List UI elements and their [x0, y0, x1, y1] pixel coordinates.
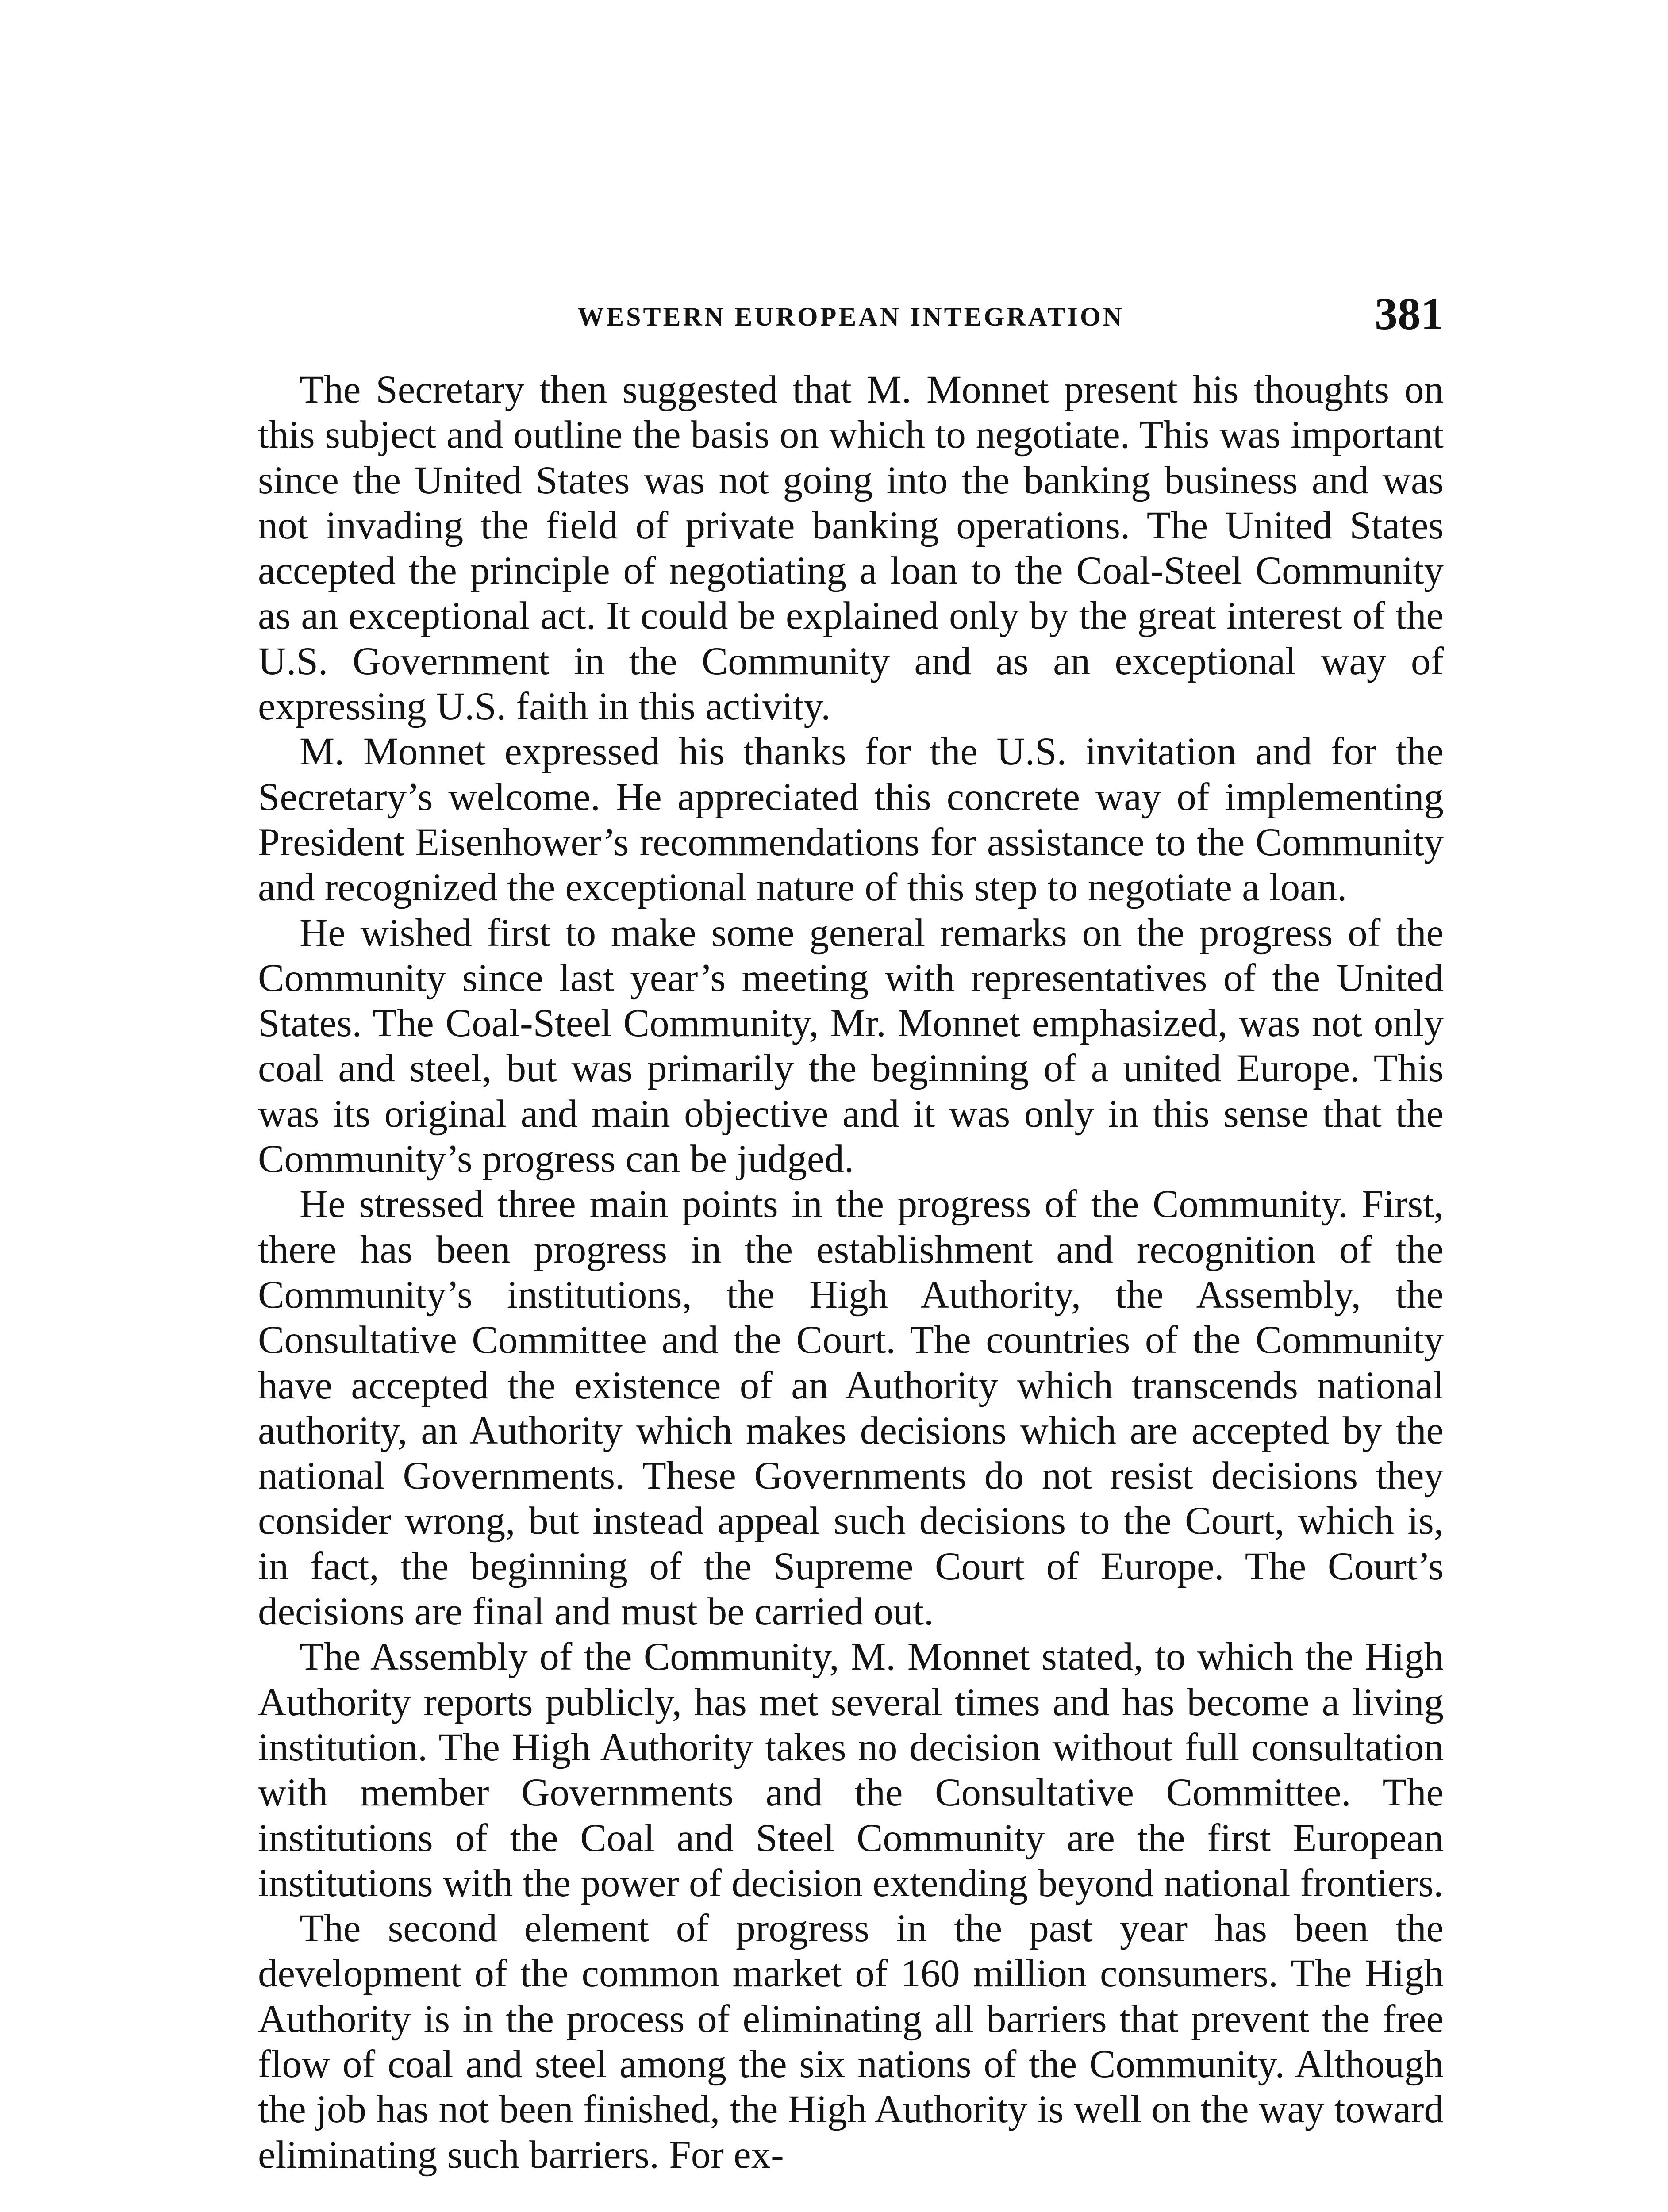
paragraph: The Assembly of the Community, M. Monnet stated, to which the High Authority reports publicly, has met several times and has become a living institution. The High Authority takes no decision without full consultation with member Governments and the Consultative Committee. The institutions of the Coal and Steel Community are the first European institutions with the power of decision extending beyond national frontiers. — [258, 1635, 1444, 1905]
paragraph: The second element of progress in the past year has been the development of the common market of 160 million consumers. The High Authority is in the process of eliminating all barriers that prevent the free flow of coal and steel among the six nations of the Community. Although the job has not been finished, the High Authority is well on the way toward eliminating such barriers. For ex- — [258, 1907, 1444, 2177]
paragraph: The Secretary then suggested that M. Monnet present his thoughts on this subject and outline the basis on which to negotiate. This was important since the United States was not going into the banking business and was not invading the field of private banking operations. The United States accepted the principle of negotiating a loan to the Coal-Steel Community as an exceptional act. It could be explained only by the great interest of the U.S. Government in the Community and as an exceptional way of expressing U.S. faith in this activity. — [258, 368, 1444, 729]
paragraph: He wished first to make some general remarks on the progress of the Community since last year’s meeting with representatives of the United States. The Coal-Steel Community, Mr. Monnet emphasized, was not only coal and steel, but was primarily the beginning of a united Europe. This was its original and main objective and it was only in this sense that the Community’s progress can be judged. — [258, 911, 1444, 1181]
running-head: WESTERN EUROPEAN INTEGRATION — [577, 302, 1124, 331]
body-text — [258, 367, 1444, 2177]
page-header — [258, 288, 1444, 341]
page-number: 381 — [1375, 288, 1444, 339]
paragraph: M. Monnet expressed his thanks for the U.S. invitation and for the Secretary’s welcome. He appreciated this concrete way of implementing President Eisenhower’s recommendations for assistance to the Community and recognized the exceptional nature of this step to negotiate a loan. — [258, 730, 1444, 910]
paragraph: He stressed three main points in the progress of the Community. First, there has been progress in the establishment and recognition of the Community’s institutions, the High Authority, the Assembly, the Consultative Committee and the Court. The countries of the Community have accepted the existence of an Authority which transcends national authority, an Authority which makes decisions which are accepted by the national Governments. These Governments do not resist decisions they consider wrong, but instead appeal such decisions to the Court, which is, in fact, the beginning of the Supreme Court of Europe. The Court’s decisions are final and must be carried out. — [258, 1183, 1444, 1634]
